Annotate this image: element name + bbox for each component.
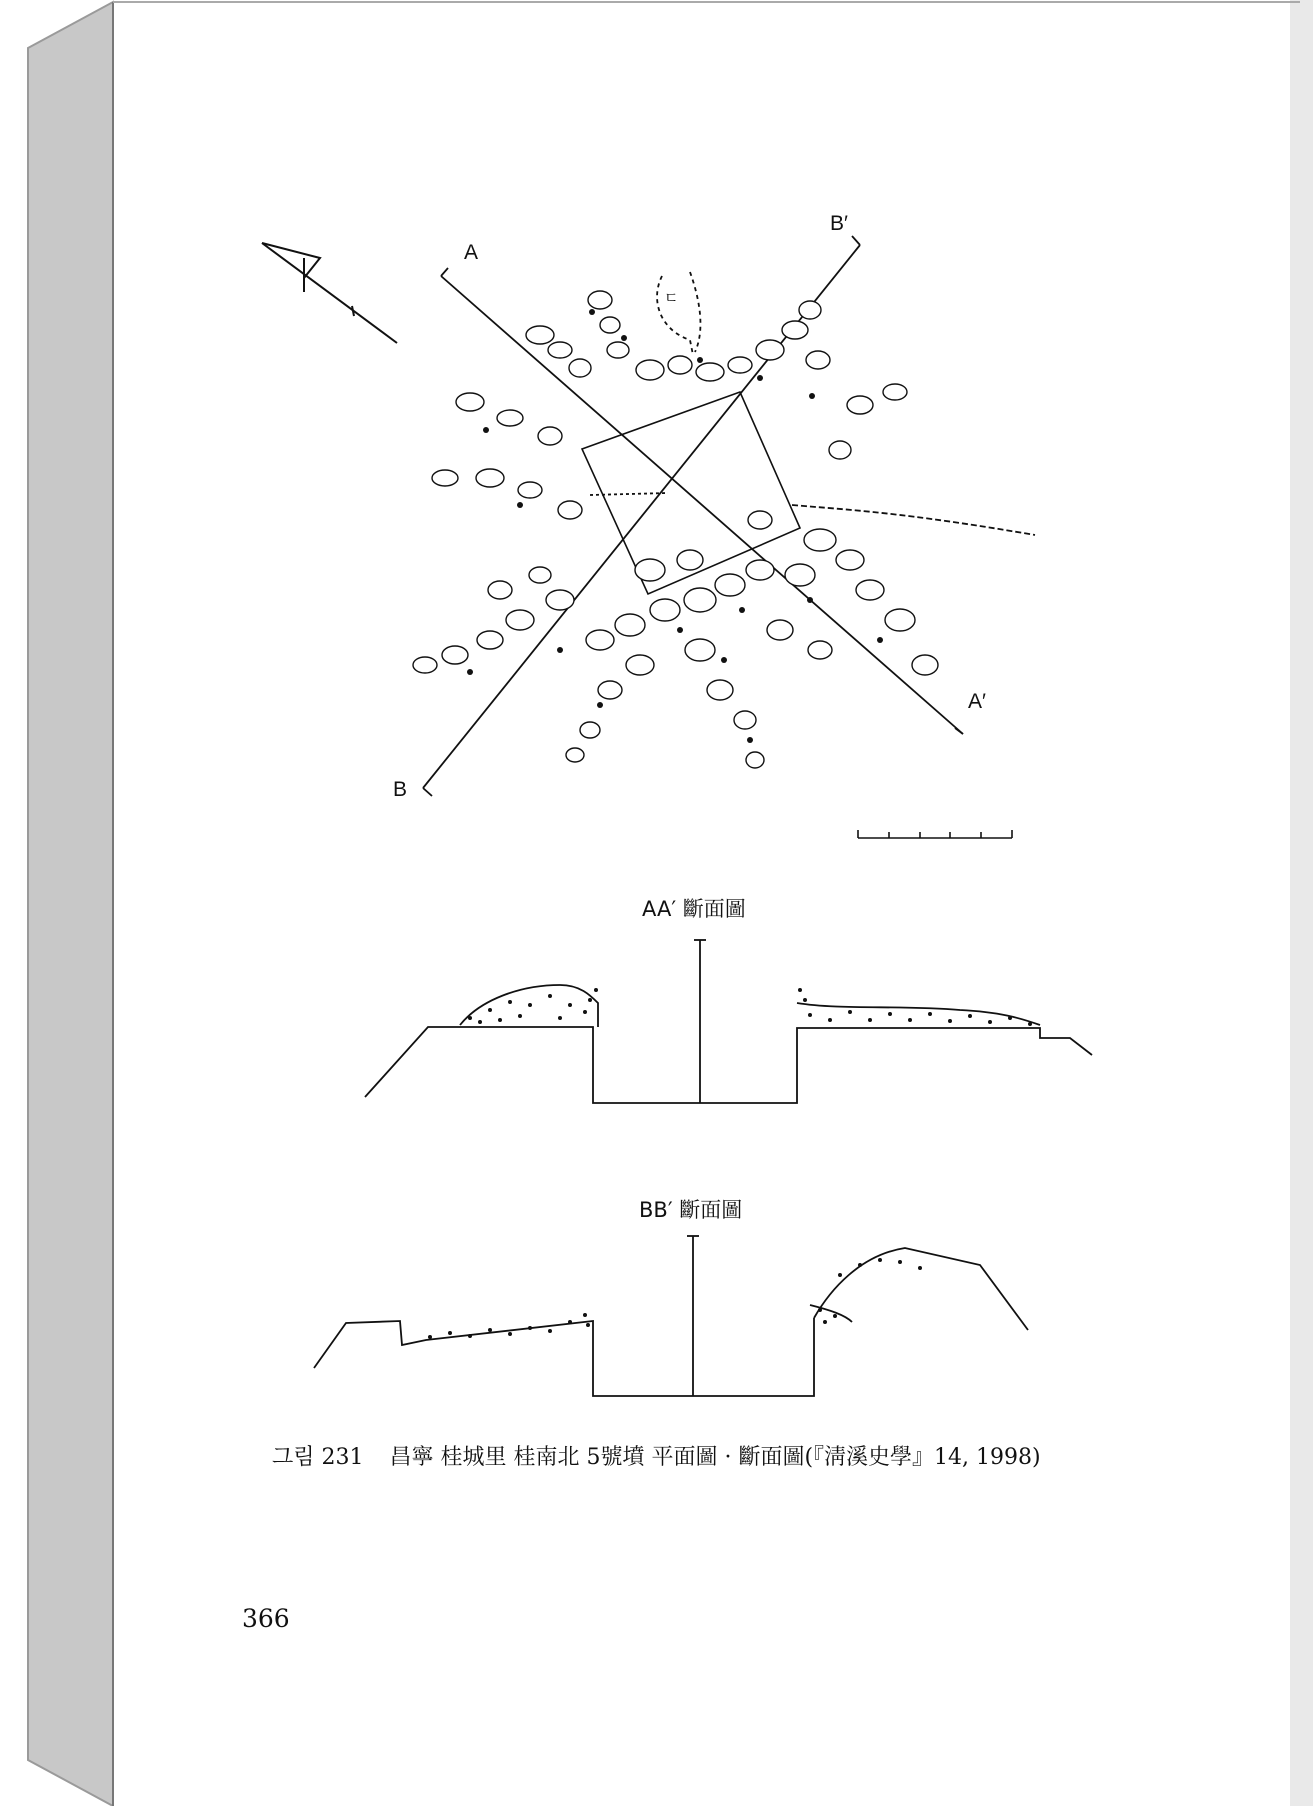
- plan-label-a: A: [464, 241, 479, 264]
- plan-label-a-prime: A′: [968, 690, 986, 713]
- section-aa-title: AA′ 斷面圖: [642, 897, 746, 921]
- scale-bar: [858, 830, 1012, 838]
- section-bb-drawing: [314, 1236, 1028, 1396]
- figure-caption: [272, 1440, 1041, 1471]
- section-aa-drawing: [365, 940, 1092, 1103]
- plan-label-c: ㄷ: [664, 290, 679, 307]
- section-bb-title: BB′ 斷面圖: [639, 1198, 743, 1222]
- figure-caption-text: 昌寧 桂城里 桂南北 5號墳 平面圖 · 斷面圖(『淸溪史學』14, 1998): [389, 1445, 1041, 1470]
- plan-label-b: B: [393, 778, 408, 801]
- page-number: 366: [242, 1604, 290, 1633]
- tomb-plan-drawing: [413, 236, 1035, 838]
- figure-number: 그림 231: [272, 1445, 364, 1470]
- north-arrow-icon: [262, 243, 397, 343]
- plan-label-b-prime: B′: [830, 212, 848, 235]
